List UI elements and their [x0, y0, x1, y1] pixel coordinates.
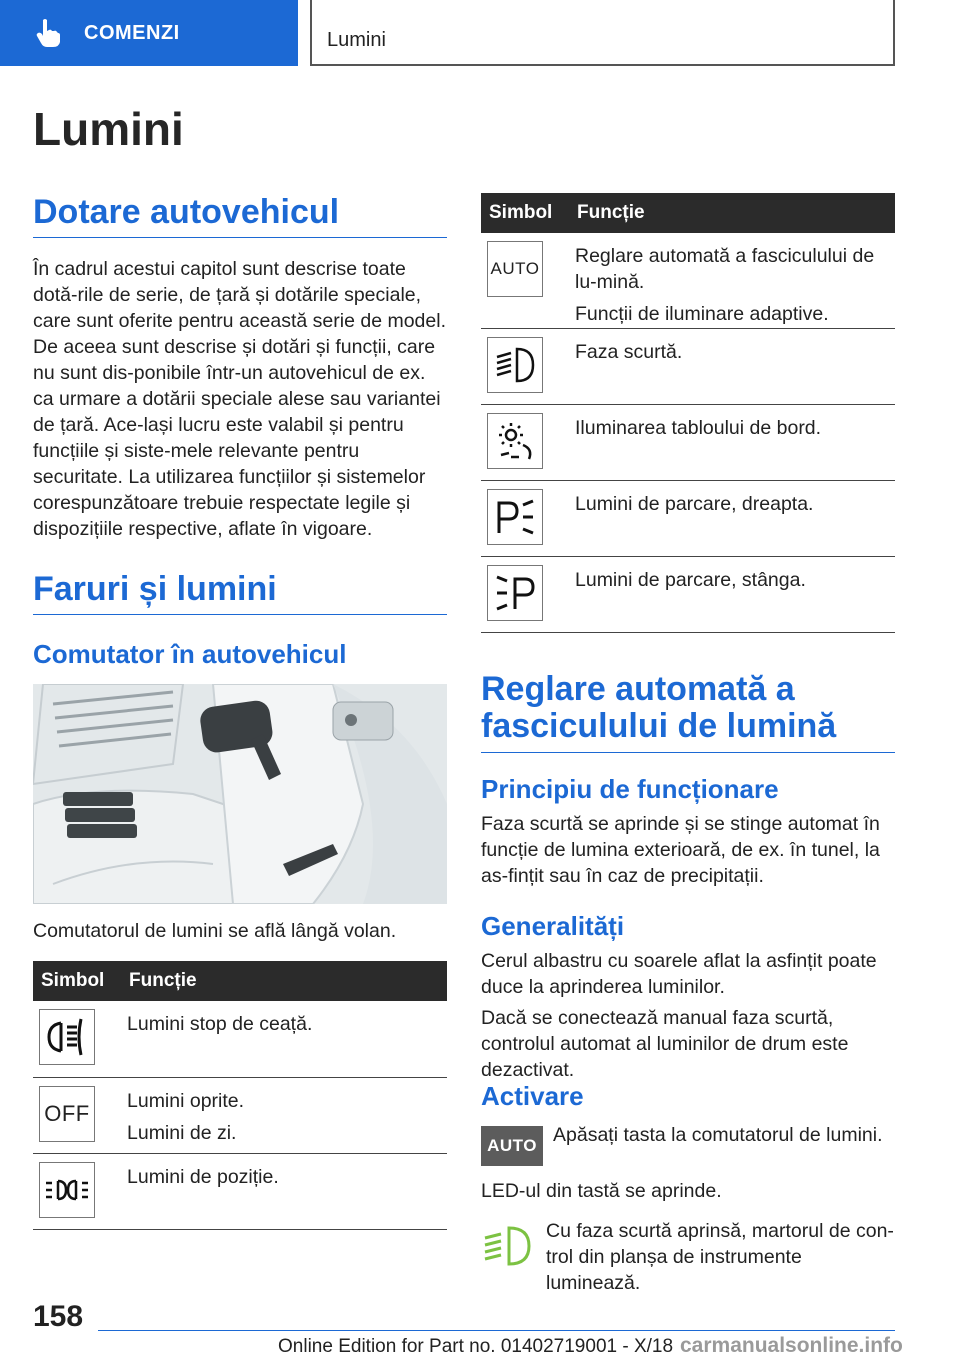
general-paragraph-1: Cerul albastru cu soarele aflat la asfințit poate duce la aprinderea luminilor.	[481, 950, 877, 998]
function-text: Lumini oprite.	[127, 1089, 245, 1112]
heading-generalitati: Generalități	[481, 911, 625, 941]
off-text-icon: OFF	[39, 1086, 95, 1142]
function-text: Lumini de zi.	[127, 1121, 237, 1144]
table-row	[481, 404, 895, 480]
heading-comutator: Comutator în autovehicul	[33, 639, 347, 669]
page-number: 158	[33, 1300, 84, 1333]
general-paragraph-2: Dacă se conectează manual faza scurtă, controlul automat al luminilor de drum este dezactivat.	[481, 1007, 849, 1081]
rear-fog-light-icon	[39, 1009, 95, 1065]
section-tab-label: COMENZI	[84, 21, 180, 44]
function-text: Lumini de parcare, stânga.	[575, 568, 806, 591]
function-text: Reglare automată a fasciculului de lu-mină.	[575, 245, 875, 293]
heading-principiu: Principiu de funcționare	[481, 774, 779, 804]
table-row	[481, 556, 895, 632]
auto-button-icon: AUTO	[481, 1126, 543, 1166]
table-row	[481, 480, 895, 556]
pointing-hand-icon	[18, 0, 78, 66]
function-text: Funcții de iluminare adaptive.	[575, 303, 829, 325]
heading-activare: Activare	[481, 1081, 584, 1111]
dotare-paragraph: În cadrul acestui capitol sunt descrise toate dotă-rile de serie, de țară și dotările speciale, care sunt oferite pentru această serie de model. De aceea sunt descrise și dotări și funcții, care nu sunt dis-ponibile într-un autovehicul de ex. ca urmare a dotării speciale alese sau variantei de țară. Ace-lași lucru este valabil și pentru funcțiile și siste-mele relevante pentru securitate. La utilizarea funcțiilor și sistemelor corespunzătoare trebuie respectate legile și dispozițiile respective, aflate în vigoare.	[33, 258, 446, 540]
low-beam-indicator-icon	[481, 1222, 533, 1270]
col-header-function: Funcție	[569, 193, 895, 233]
chapter-tab-label: Lumini	[327, 29, 386, 51]
table-row	[33, 1153, 447, 1229]
function-text: Faza scurtă.	[575, 340, 683, 363]
col-header-symbol: Simbol	[481, 193, 569, 233]
function-text: Lumini stop de ceață.	[127, 1013, 313, 1035]
heading-dotare: Dotare autovehicul	[33, 194, 447, 238]
table-row	[481, 328, 895, 404]
edition-note: Online Edition for Part no. 01402719001 - X/18	[278, 1336, 674, 1357]
indicator-paragraph: Cu faza scurtă aprinsă, martorul de con-trol din planșa de instrumente luminează.	[546, 1220, 894, 1294]
heading-reglare: Reglare automată a fasciculului de lumină	[481, 671, 895, 753]
photo-caption: Comutatorul de lumini se află lângă volan.	[33, 920, 397, 942]
position-lights-icon	[39, 1162, 95, 1218]
activation-paragraph: Apăsați tasta la comutatorul de lumini.	[553, 1124, 883, 1146]
auto-text-icon: AUTO	[487, 241, 543, 297]
top-bar	[0, 0, 960, 66]
table-row	[33, 1077, 447, 1153]
section-tab-comenzi[interactable]	[0, 0, 298, 66]
parking-light-right-icon	[487, 489, 543, 545]
table-row	[33, 1001, 447, 1077]
left-symbol-table	[33, 961, 447, 1230]
principle-paragraph: Faza scurtă se aprinde și se stinge automat în funcție de lumina exterioară, de ex. în tunel, la as-fințit sau în caz de precipitații.	[481, 813, 880, 887]
led-paragraph: LED-ul din tastă se aprinde.	[481, 1180, 722, 1202]
function-text: Lumini de poziție.	[127, 1165, 279, 1188]
chapter-tab[interactable]	[310, 0, 895, 66]
col-header-function: Funcție	[121, 961, 447, 1001]
footer-divider	[98, 1330, 895, 1331]
function-text: Lumini de parcare, dreapta.	[575, 492, 814, 515]
page-title: Lumini	[33, 103, 184, 155]
right-symbol-table	[481, 193, 895, 633]
light-switch-photo	[33, 684, 447, 904]
instrument-lighting-icon	[487, 413, 543, 469]
function-text: Iluminarea tabloului de bord.	[575, 416, 822, 439]
col-header-symbol: Simbol	[33, 961, 121, 1001]
watermark: carmanualsonline.info	[680, 1334, 903, 1357]
low-beam-icon	[487, 337, 543, 393]
heading-faruri: Faruri și lumini	[33, 571, 447, 615]
table-row	[481, 233, 895, 328]
parking-light-left-icon	[487, 565, 543, 621]
